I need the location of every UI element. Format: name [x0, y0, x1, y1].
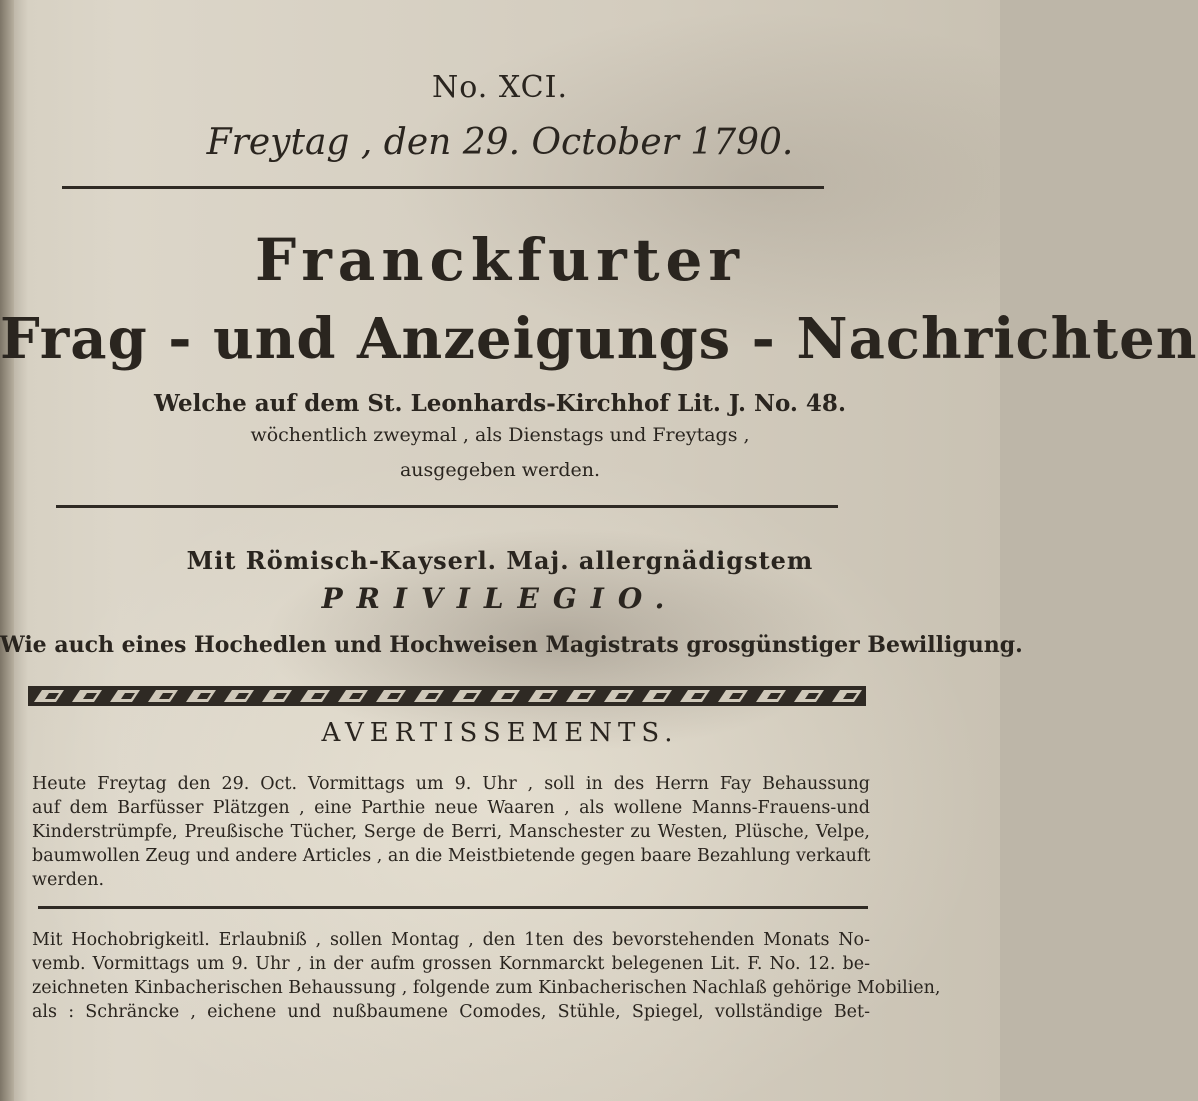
- header-rule: [62, 186, 824, 189]
- separator-rule: [38, 906, 868, 909]
- masthead-title-line2: Frag - und Anzeigungs - Nachrichten: [0, 306, 1198, 372]
- ornamental-border: [28, 683, 866, 709]
- masthead-rule: [56, 505, 838, 508]
- issue-number: No. XCI.: [431, 70, 569, 105]
- advertisement-line: werden.: [32, 870, 105, 890]
- advertisement-line: baumwollen Zeug und andere Articles , an die Meistbietende gegen baare Bezahlung verkauft: [32, 846, 871, 866]
- imprint-line3: ausgegeben werden.: [399, 459, 601, 481]
- advertisement-1: [32, 772, 870, 892]
- advertisement-2: [32, 928, 941, 1024]
- advertisement-line: vemb. Vormittags um 9. Uhr , in der aufm grossen Kornmarckt belegenen Lit. F. No. 12. be-: [32, 954, 870, 974]
- advertisement-line: Kinderstrümpfe, Preußische Tücher, Serge de Berri, Manschester zu Westen, Plüsche, Velpe,: [32, 822, 870, 842]
- advertisement-line: Heute Freytag den 29. Oct. Vormittags um 9. Uhr , soll in des Herrn Fay Behaussung: [32, 774, 870, 794]
- imprint-line2: wöchentlich zweymal , als Dienstags und Freytags ,: [250, 424, 750, 446]
- advertisement-line: als : Schräncke , eichene und nußbaumene Comodes, Stühle, Spiegel, vollständige Bet-: [32, 1002, 870, 1022]
- imprint-line1: Welche auf dem St. Leonhards-Kirchhof Lit. J. No. 48.: [154, 390, 846, 417]
- section-heading: AVERTISSEMENTS.: [321, 718, 679, 748]
- privilege-line3: Wie auch eines Hochedlen und Hochweisen Magistrats grosgünstiger Bewilligung.: [0, 632, 1023, 658]
- privilege-line2: PRIVILEGIO.: [321, 582, 679, 615]
- advertisement-line: auf dem Barfüsser Plätzgen , eine Parthie neue Waaren , als wollene Manns-Frauens-und: [32, 798, 870, 818]
- masthead-title-line1: Franckfurter: [255, 226, 745, 294]
- privilege-line1: Mit Römisch-Kayserl. Maj. allergnädigstem: [186, 546, 814, 575]
- issue-dateline: Freytag , den 29. October 1790.: [206, 122, 794, 163]
- advertisement-line: zeichneten Kinbacherischen Behaussung , folgende zum Kinbacherischen Nachlaß gehörige Mobilien,: [32, 978, 941, 998]
- advertisement-line: Mit Hochobrigkeitl. Erlaubniß , sollen Montag , den 1ten des bevorstehenden Monats No-: [32, 930, 870, 950]
